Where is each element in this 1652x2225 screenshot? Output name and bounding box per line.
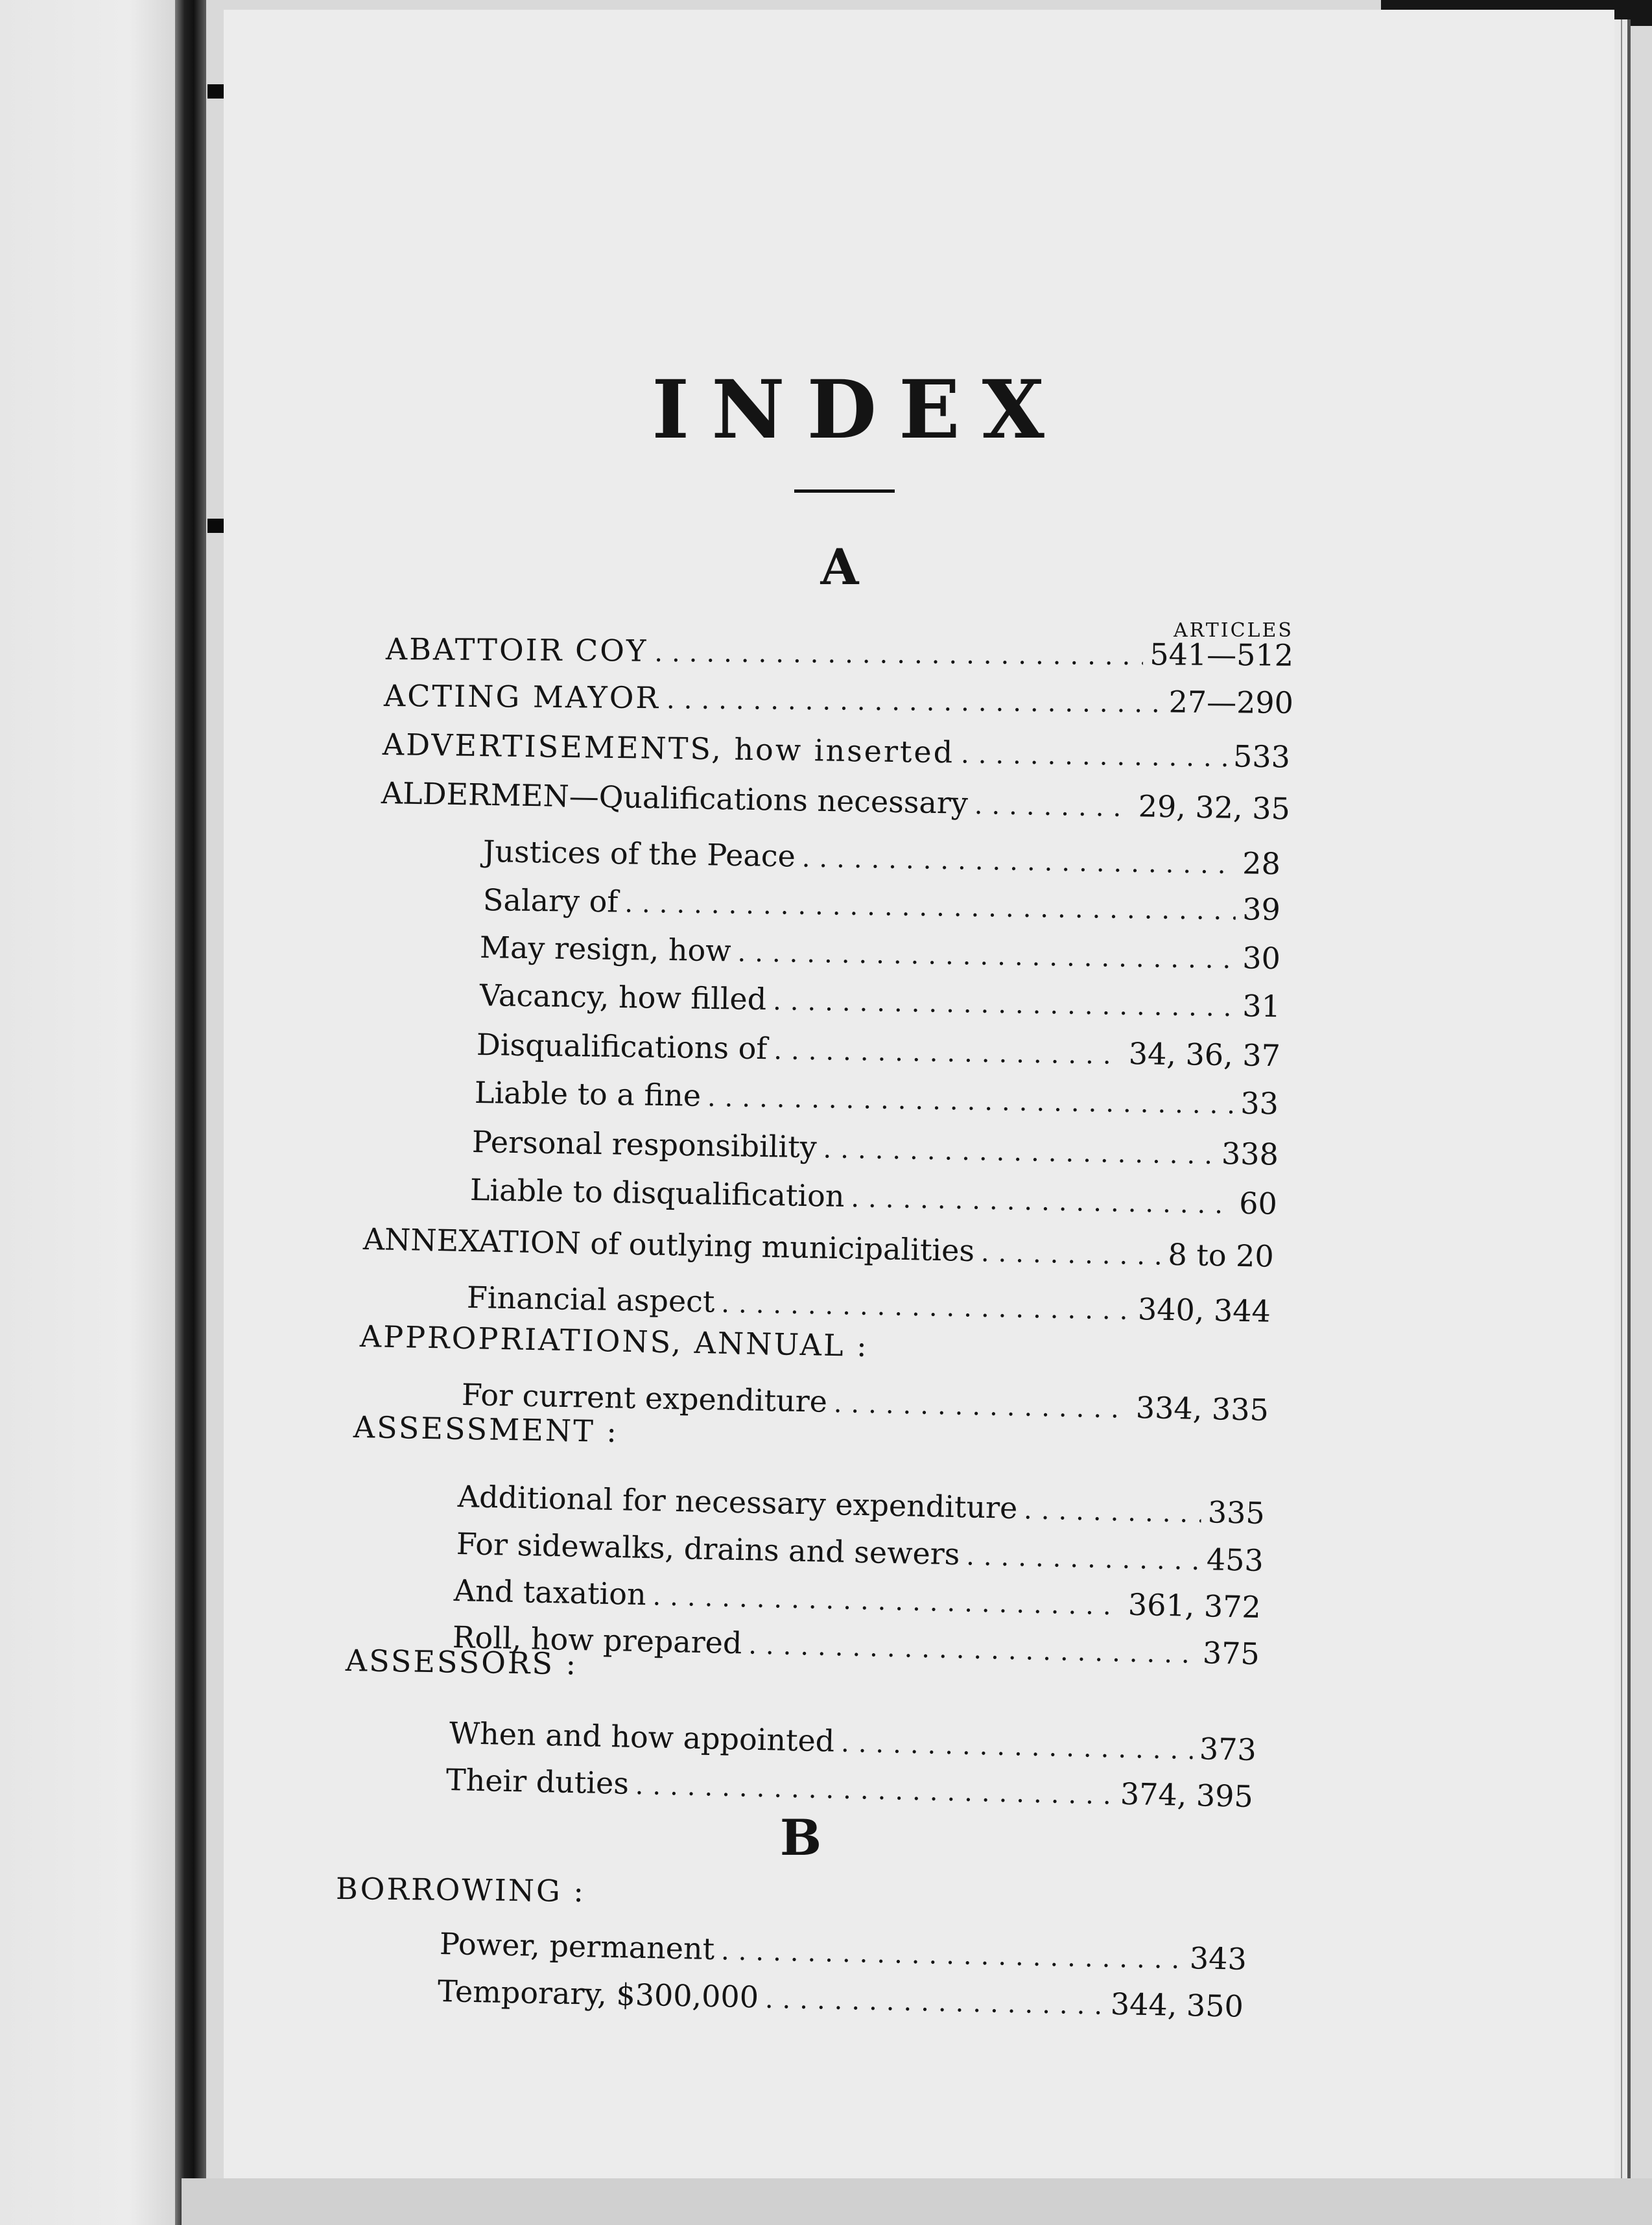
entry-label: When and how appointed (449, 1715, 835, 1759)
entry-ref: 30 (1242, 940, 1281, 976)
entry-label: Salary of (482, 882, 619, 919)
entry-label: ADVERTISEMENTS, how inserted (382, 727, 955, 770)
index-entry (383, 678, 1294, 721)
entry-label: ACTING MAYOR (383, 678, 661, 716)
section-letter-b: B (779, 1809, 822, 1866)
leader-dots (765, 1986, 1105, 2019)
leader-dots (635, 1772, 1114, 1808)
leader-dots (773, 1037, 1122, 1068)
index-entry (479, 930, 1281, 976)
entry-label: ANNEXATION of outlying municipalities (362, 1221, 975, 1269)
entry-label: Financial aspect (466, 1280, 715, 1319)
entry-ref: 541—512 (1150, 637, 1294, 673)
articles-column-header: ARTICLES (1174, 619, 1293, 642)
index-entry (471, 1124, 1279, 1172)
entry-label: Personal responsibility (471, 1124, 818, 1165)
entry-ref: 373 (1199, 1731, 1257, 1768)
entry-ref: 340, 344 (1137, 1291, 1271, 1329)
index-heading: ASSESSORS : (345, 1643, 578, 1682)
entry-ref: 39 (1242, 891, 1281, 928)
index-entry (457, 1479, 1266, 1531)
index-entry (482, 882, 1281, 928)
entry-ref: 375 (1202, 1635, 1260, 1672)
index-entry (479, 978, 1281, 1024)
entry-label: Justices of the Peace (482, 834, 796, 874)
index-entry (437, 1973, 1244, 2024)
leader-dots (624, 891, 1236, 924)
leader-dots (966, 1543, 1200, 1574)
index-entry (362, 1221, 1275, 1274)
page-title: INDEX (652, 363, 1067, 457)
index-entry (474, 1075, 1279, 1122)
entry-label: For sidewalks, drains and sewers (456, 1526, 960, 1572)
index-entry (482, 834, 1281, 882)
entry-ref: 334, 335 (1135, 1389, 1269, 1428)
entry-label: Vacancy, how filled (479, 978, 767, 1017)
entry-label: Their duties (445, 1762, 630, 1801)
index-entry (439, 1926, 1247, 1977)
index-entry (381, 775, 1291, 827)
entry-ref: 8 to 20 (1168, 1236, 1275, 1274)
leader-dots (974, 792, 1133, 821)
leader-dots (823, 1136, 1215, 1168)
index-entry (449, 1715, 1257, 1768)
entry-label: Roll, how prepared (452, 1619, 742, 1661)
index-entry (466, 1280, 1271, 1329)
entry-ref: 361, 372 (1127, 1586, 1262, 1625)
entry-ref: 29, 32, 35 (1138, 788, 1291, 827)
entry-ref: 60 (1238, 1185, 1278, 1221)
entry-ref: 338 (1221, 1136, 1279, 1172)
index-entry (382, 727, 1291, 775)
entry-label: Liable to disqualification (469, 1172, 845, 1214)
entry-ref: 335 (1207, 1494, 1266, 1531)
index-entry (453, 1573, 1262, 1625)
index-entry (385, 631, 1294, 673)
entry-ref: 343 (1189, 1940, 1247, 1977)
entry-label: ALDERMEN—Qualifications necessary (381, 775, 969, 821)
leader-dots (773, 988, 1236, 1020)
leader-dots (801, 845, 1236, 878)
entry-label: And taxation (453, 1573, 647, 1612)
leader-dots (851, 1185, 1233, 1218)
entry-label: ABATTOIR COY (385, 631, 648, 668)
entry-ref: 31 (1242, 988, 1281, 1024)
index-entry (445, 1762, 1254, 1815)
leader-dots (961, 741, 1227, 771)
index-entry (469, 1172, 1278, 1221)
entry-ref: 34, 36, 37 (1128, 1036, 1281, 1074)
leader-dots (748, 1632, 1196, 1667)
index-entry (456, 1526, 1264, 1579)
entry-label: Liable to a fine (474, 1075, 702, 1113)
entry-label: Additional for necessary expenditure (457, 1479, 1018, 1526)
entry-ref: 344, 350 (1110, 1986, 1244, 2024)
entry-label: Disqualifications of (476, 1027, 768, 1066)
entry-label: Temporary, $300,000 (437, 1973, 759, 2015)
entry-label: Power, permanent (439, 1926, 715, 1967)
index-heading: APPROPRIATIONS, ANNUAL : (359, 1319, 869, 1364)
entry-label: For current expenditure (461, 1377, 828, 1419)
leader-dots (737, 940, 1236, 973)
leader-dots (841, 1730, 1194, 1763)
leader-dots (721, 1291, 1131, 1324)
entry-ref: 33 (1240, 1085, 1279, 1122)
index-entry (476, 1027, 1281, 1074)
section-letter-a: A (820, 538, 859, 596)
leader-dots (667, 687, 1162, 716)
entry-label: May resign, how (479, 930, 732, 969)
index-heading: ASSESSMENT : (353, 1409, 619, 1450)
leader-dots (707, 1085, 1234, 1118)
leader-dots (721, 1938, 1184, 1973)
entry-ref: 27—290 (1168, 684, 1294, 721)
leader-dots (652, 1583, 1122, 1619)
leader-dots (1024, 1497, 1202, 1527)
index-heading: BORROWING : (335, 1871, 586, 1909)
leader-dots (981, 1240, 1162, 1269)
entry-ref: 374, 395 (1120, 1776, 1254, 1815)
leader-dots (654, 640, 1143, 669)
entry-ref: 28 (1242, 845, 1281, 882)
leader-dots (833, 1391, 1129, 1422)
entry-ref: 453 (1206, 1542, 1264, 1579)
entry-ref: 533 (1233, 738, 1291, 775)
